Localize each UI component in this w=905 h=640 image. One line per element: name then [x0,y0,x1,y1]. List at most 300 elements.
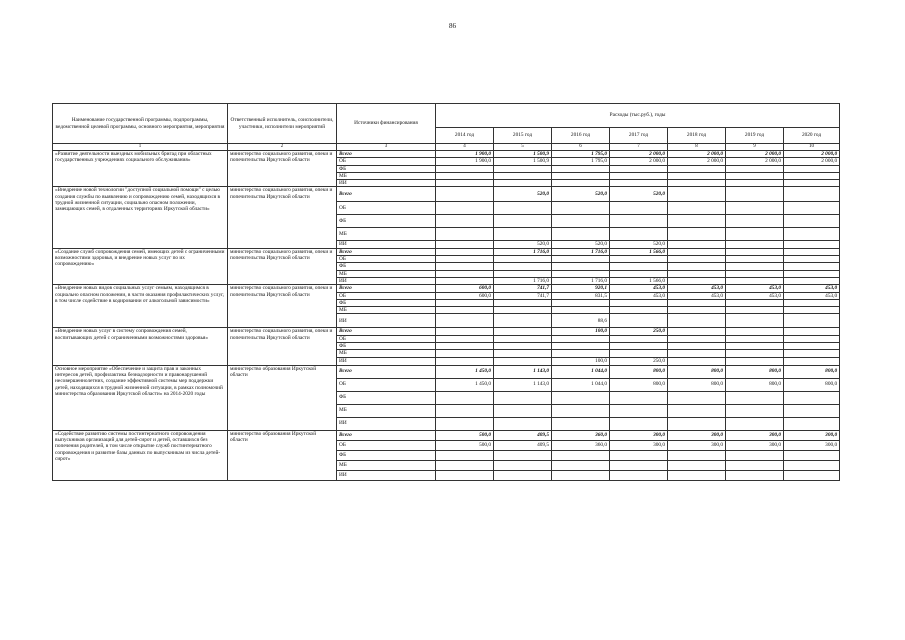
expense-value [552,450,610,460]
funding-source: ФБ [337,343,436,350]
expense-value [610,299,668,306]
expense-value: 1 716,0 [552,248,610,255]
expense-value [552,180,610,187]
funding-source: МБ [337,404,436,417]
expense-value [436,314,494,328]
expense-value [552,263,610,270]
expense-value [494,470,552,480]
expense-value: 453,0 [784,285,840,292]
expense-value: 2 000,0 [668,158,726,165]
expense-value [668,357,726,365]
expense-value: 1 566,0 [610,248,668,255]
column-number: 1 [53,144,228,151]
expense-value [494,404,552,417]
funding-source: ФБ [337,215,436,228]
expense-value [494,314,552,328]
funding-source: ФБ [337,299,436,306]
measure-name: «Внедрение новых видов социальных услуг семьям, находящимся в социально опасном положении, в части оказания профилактических услуг, в том числе содействие в кодировании от алкогольной зависимости» [53,285,228,328]
expense-value: 2 000,0 [668,151,726,158]
expense-value: 100,0 [552,328,610,335]
expense-value: 1 716,0 [552,277,610,284]
expense-value: 1 900,0 [436,158,494,165]
expense-value [784,241,840,248]
funding-source: МБ [337,228,436,241]
expense-value [668,391,726,404]
expense-value: 100,0 [552,357,610,365]
expense-value [552,165,610,172]
expense-value: 1 450,0 [436,378,494,391]
expense-value [610,470,668,480]
expense-value [668,350,726,357]
expense-value: 1 716,0 [494,277,552,284]
expense-value [436,307,494,314]
expense-value: 520,0 [552,187,610,202]
expense-value: 1 500,9 [494,151,552,158]
expense-value [610,180,668,187]
expense-value [436,450,494,460]
expense-value: 300,0 [784,430,840,440]
expense-value: 300,0 [610,430,668,440]
expense-value [552,307,610,314]
funding-source: ИИ [337,241,436,248]
funding-source: ФБ [337,263,436,270]
measure-executor: министерство социального развития, опеки и попечительства Иркутской области [228,151,337,187]
expense-value [436,270,494,277]
header-year: 2018 год [668,128,726,144]
expense-value: 831,5 [552,292,610,299]
funding-source: ОБ [337,256,436,263]
expense-value [494,228,552,241]
expense-value: 600,0 [436,285,494,292]
expense-value [668,165,726,172]
expense-value [784,187,840,202]
table-row [53,187,840,202]
expense-value [784,228,840,241]
expense-value [668,277,726,284]
expense-value [494,263,552,270]
expense-value: 1 143,0 [494,365,552,378]
expense-value [668,187,726,202]
expense-value [610,228,668,241]
header-year: 2020 год [784,128,840,144]
expense-value [668,270,726,277]
expense-value [436,350,494,357]
expense-value [726,417,784,430]
expense-value [726,404,784,417]
expense-value [668,307,726,314]
expense-value: 300,0 [726,440,784,450]
expense-value [436,460,494,470]
funding-source: Всего [337,187,436,202]
expense-value [436,335,494,342]
expense-value [552,335,610,342]
expense-value: 2 000,0 [726,158,784,165]
expense-value [552,256,610,263]
column-number: 9 [726,144,784,151]
expense-value [494,391,552,404]
expense-value [552,202,610,215]
expense-value [784,172,840,179]
expense-value [784,180,840,187]
measure-name: «Развитие деятельности выездных мобильных бригад при областных государственных учреждениях социального обслуживания» [53,151,228,187]
expense-value: 2 000,0 [784,151,840,158]
expense-value [726,165,784,172]
expense-value [668,314,726,328]
expense-value: 453,0 [784,292,840,299]
funding-source: ИИ [337,314,436,328]
expense-value [784,256,840,263]
expense-value: 1 450,0 [436,365,494,378]
expense-value [784,215,840,228]
expense-value: 300,0 [610,440,668,450]
funding-source: ОБ [337,335,436,342]
expense-value [784,391,840,404]
expense-value [494,450,552,460]
expense-value [610,256,668,263]
expense-value: 800,0 [784,378,840,391]
expense-value: 741,7 [494,285,552,292]
expense-value [784,248,840,255]
expense-value [494,335,552,342]
header-year: 2017 год [610,128,668,144]
expense-value: 500,0 [436,430,494,440]
expense-value [726,241,784,248]
funding-source: ФБ [337,391,436,404]
expense-value: 2 000,0 [610,158,668,165]
expense-value [726,328,784,335]
expense-value: 800,0 [610,365,668,378]
expense-value: 1 500,9 [494,158,552,165]
expense-value [726,215,784,228]
table-row [53,285,840,292]
expense-value [436,248,494,255]
expense-value [668,460,726,470]
expense-value [784,314,840,328]
expense-value [552,270,610,277]
expense-value [784,404,840,417]
expense-value: 2 000,0 [784,158,840,165]
expense-value [784,165,840,172]
expenses-table [52,103,840,481]
expense-value [726,263,784,270]
expense-value [494,299,552,306]
expense-value [494,202,552,215]
column-number: 6 [552,144,610,151]
header-year: 2014 год [436,128,494,144]
expense-value [784,350,840,357]
expense-value: 453,0 [610,292,668,299]
table-row [53,430,840,440]
funding-source: ФБ [337,450,436,460]
funding-source: ИИ [337,470,436,480]
expense-value [436,391,494,404]
expense-value [552,172,610,179]
expense-value: 1 566,0 [610,277,668,284]
expense-value [436,328,494,335]
funding-source: ИИ [337,180,436,187]
funding-source: Всего [337,430,436,440]
expense-value [494,172,552,179]
expense-value [668,228,726,241]
expense-value [436,404,494,417]
expense-value [494,165,552,172]
funding-source: МБ [337,307,436,314]
expense-value: 741,7 [494,292,552,299]
expense-value [726,277,784,284]
expense-value: 250,0 [610,357,668,365]
expense-value: 453,0 [726,292,784,299]
expense-value [494,328,552,335]
expense-value [610,215,668,228]
expense-value [494,357,552,365]
funding-source: МБ [337,172,436,179]
funding-source: Всего [337,248,436,255]
measure-name: «Содействие развитию системы постинтернатного сопровождения выпускников организаций для детей-сирот и детей, оставшихся без попечения родителей, в том числе открытие служб постинтернатного сопровождения и развитие базы данных по выпускникам из числа детей-сирот» [53,430,228,480]
measure-name: «Внедрение новых услуг в систему сопровождения семей, воспитывающих детей с ограниченными возможностями здоровья» [53,328,228,365]
expense-value [494,307,552,314]
header-source: Источники финансирования [337,104,436,144]
expense-value [726,299,784,306]
expense-value [494,256,552,263]
expense-value [668,241,726,248]
header-executor: Ответственный исполнитель, соисполнители, участники, исполнители мероприятий [228,104,337,144]
expense-value: 360,0 [552,430,610,440]
expense-value: 520,0 [610,187,668,202]
column-number: 2 [228,144,337,151]
expense-value: 250,0 [610,328,668,335]
expense-value: 453,0 [610,285,668,292]
expense-value [494,180,552,187]
expense-value [784,343,840,350]
expense-value: 920,1 [552,285,610,292]
expense-value: 520,0 [494,187,552,202]
expense-value [610,165,668,172]
funding-source: ОБ [337,202,436,215]
expense-value [668,417,726,430]
expense-value [436,470,494,480]
funding-source: Всего [337,365,436,378]
expense-value [610,460,668,470]
expense-value: 600,0 [436,292,494,299]
expense-value [610,343,668,350]
measure-name: Основное мероприятие «Обеспечение и защита прав и законных интересов детей, профилактика безнадзорности и правонарушений несовершеннолетних, создание эффективной системы мер поддержки детей, находящихся в трудной жизненной ситуации, в рамках полномочий министерства образования Иркутской области» на 2014-2020 годы [53,365,228,430]
expense-value [552,215,610,228]
expense-value [668,328,726,335]
expense-value [668,172,726,179]
measure-executor: министерство социального развития, опеки и попечительства Иркутской области [228,248,337,284]
expense-value [436,180,494,187]
expense-value [552,343,610,350]
expense-value [668,299,726,306]
measure-executor: министерство социального развития, опеки и попечительства Иркутской области [228,187,337,248]
expense-value [784,202,840,215]
expense-value [784,263,840,270]
table-header [53,104,840,151]
expense-value [610,263,668,270]
expense-value: 300,0 [726,430,784,440]
expense-value [436,172,494,179]
expense-value: 1 044,0 [552,378,610,391]
funding-source: ОБ [337,292,436,299]
column-number: 3 [337,144,436,151]
expense-value [726,228,784,241]
expense-value: 409,5 [494,440,552,450]
expense-value [668,450,726,460]
expense-value: 453,0 [668,292,726,299]
expense-value: 520,0 [552,241,610,248]
expense-value [726,391,784,404]
expense-value [436,277,494,284]
expense-value [552,391,610,404]
measure-executor: министерство социального развития, опеки и попечительства Иркутской области [228,328,337,365]
expense-value [494,270,552,277]
expense-value: 800,0 [668,378,726,391]
expense-value [784,335,840,342]
expense-value [552,299,610,306]
expense-value [784,357,840,365]
column-number: 10 [784,144,840,151]
funding-source: ИИ [337,417,436,430]
expense-value [784,328,840,335]
expense-value [726,357,784,365]
expense-value [610,202,668,215]
measure-executor: министерство социального развития, опеки и попечительства Иркутской области [228,285,337,328]
expense-value: 300,0 [668,430,726,440]
column-number: 7 [610,144,668,151]
measure-executor: министерство образования Иркутской области [228,430,337,480]
table-body [53,151,840,481]
expense-value [436,241,494,248]
measure-name: «Внедрение новой технологии "доступной социальной помощи" с целью создания службы по выявлению и сопровождению семей, находящихся в трудной жизненной ситуации, социально опасном положении, замещающих семей, в отдаленных территориях Иркутской области» [53,187,228,248]
expense-value [668,215,726,228]
funding-source: ОБ [337,378,436,391]
expense-value [668,263,726,270]
funding-source: МБ [337,350,436,357]
funding-source: Всего [337,151,436,158]
expense-value: 2 000,0 [610,151,668,158]
expense-value [726,314,784,328]
expense-value [668,404,726,417]
funding-source: ОБ [337,158,436,165]
funding-source: Всего [337,328,436,335]
expense-value [436,263,494,270]
expense-value [784,307,840,314]
expense-value: 800,0 [668,365,726,378]
expense-value [726,450,784,460]
expense-value [668,202,726,215]
expense-value [610,314,668,328]
table-row [53,248,840,255]
expense-value [552,460,610,470]
expense-value [436,343,494,350]
expense-value [784,417,840,430]
expense-value [668,470,726,480]
header-year: 2016 год [552,128,610,144]
expense-value [726,248,784,255]
column-number: 8 [668,144,726,151]
expense-value: 2 000,0 [726,151,784,158]
expense-value [784,299,840,306]
expense-value [494,350,552,357]
page-number: 86 [449,22,456,30]
expense-value [436,417,494,430]
funding-source: МБ [337,270,436,277]
expense-value [494,343,552,350]
expense-value: 453,0 [668,285,726,292]
expense-value: 800,0 [726,378,784,391]
expense-value [552,350,610,357]
expense-value [494,215,552,228]
expense-value [668,256,726,263]
expense-value [552,470,610,480]
table-row [53,151,840,158]
expense-value [610,307,668,314]
expense-value [726,460,784,470]
expense-value [726,307,784,314]
expense-value: 800,0 [726,365,784,378]
expense-value [726,187,784,202]
expense-value: 1 900,0 [436,151,494,158]
expense-value [610,335,668,342]
expense-value: 500,0 [436,440,494,450]
expense-value [784,277,840,284]
expense-value [726,202,784,215]
expense-value [436,228,494,241]
expense-value: 1 795,0 [552,151,610,158]
expense-value: 1 716,0 [494,248,552,255]
expense-value [552,404,610,417]
funding-source: ФБ [337,165,436,172]
funding-source: ИИ [337,277,436,284]
measure-name: «Создание служб сопровождения семей, имеющих детей с ограниченными возможностями здоровья, и внедрение новых услуг по их сопровождению» [53,248,228,284]
expense-value [610,450,668,460]
expense-value [610,270,668,277]
expense-value [726,335,784,342]
expense-value [726,256,784,263]
header-expenses: Расходы (тыс.руб.), годы [436,104,840,128]
expense-value: 520,0 [610,241,668,248]
table-row [53,328,840,335]
expense-value: 1 143,0 [494,378,552,391]
expense-value: 453,0 [726,285,784,292]
expense-value [610,417,668,430]
funding-source: МБ [337,460,436,470]
column-number: 4 [436,144,494,151]
expense-value [436,165,494,172]
expense-value: 800,0 [784,365,840,378]
expense-value [552,417,610,430]
expense-value [784,270,840,277]
expense-value [494,417,552,430]
expense-value [726,270,784,277]
expense-value [668,335,726,342]
expense-value [436,299,494,306]
column-number: 5 [494,144,552,151]
expense-value [726,180,784,187]
expense-value: 88,6 [552,314,610,328]
expense-value: 300,0 [668,440,726,450]
expense-value: 360,0 [552,440,610,450]
expense-value [668,248,726,255]
expense-value: 409,5 [494,430,552,440]
expense-value [436,256,494,263]
expense-value [784,460,840,470]
expense-value [610,391,668,404]
expense-value: 1 044,0 [552,365,610,378]
header-year: 2019 год [726,128,784,144]
expense-value [784,470,840,480]
expense-value [726,470,784,480]
